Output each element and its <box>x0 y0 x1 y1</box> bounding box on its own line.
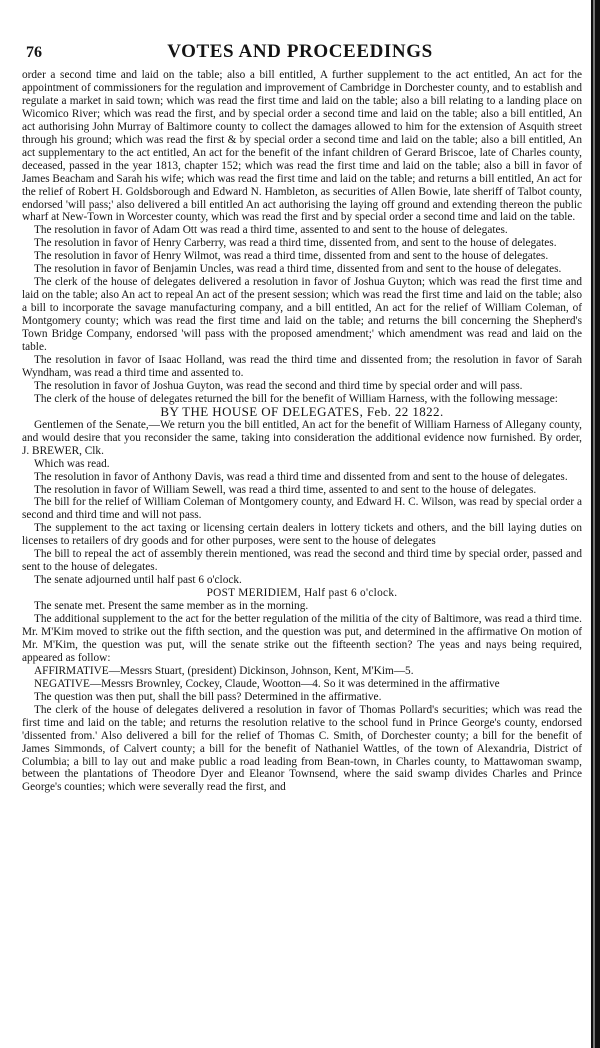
session-heading: POST MERIDIEM, Half past 6 o'clock. <box>206 587 398 600</box>
paragraph: The supplement to the act taxing or licensing certain dealers in lottery tickets and others, and the bill laying duties on licenses to retailers of dry goods and for other purposes, were sent to the house of delegates <box>22 522 582 548</box>
paragraph: The resolution in favor of Joshua Guyton, was read the second and third time by special order and will pass. <box>34 379 523 392</box>
vote-negative: NEGATIVE—Messrs Brownley, Cockey, Claude, Wootton—4. So it was determined in the affirmative <box>34 677 500 690</box>
paragraph: The senate met. Present the same member as in the morning. <box>34 600 309 613</box>
paragraph: The resolution in favor of William Sewell, was read a third time, assented to and sent to the house of delegates. <box>34 483 537 496</box>
paragraph: The senate adjourned until half past 6 o'clock. <box>34 574 242 587</box>
paragraph: The additional supplement to the act for the better regulation of the militia of the city of Baltimore, was read a third time. Mr. M'Kim moved to strike out the fifth section, and the question was put, and determined in the affirmative On motion of Mr. M'Kim, the question was put, will the senate strike out the fifteenth section? The yeas and nays being required, appeared as follow: <box>22 613 582 664</box>
vote-affirmative: AFFIRMATIVE—Messrs Stuart, (president) Dickinson, Johnson, Kent, M'Kim—5. <box>34 664 414 677</box>
page-body <box>22 69 582 794</box>
paragraph: The clerk of the house of delegates returned the bill for the benefit of William Harness, with the following message: <box>34 392 558 405</box>
paragraph: The resolution in favor of Isaac Holland, was read the third time and dissented from; the resolution in favor of Sarah Wyndham, was read a third time and assented to. <box>22 353 582 379</box>
paragraph: The clerk of the house of delegates delivered a resolution in favor of Thomas Pollard's securities; which was read the first time and laid on the table; and returns the resolution relative to the school fund in Prince George's county, endorsed 'dissented from.' Also delivered a bill for the relief of Thomas C. Smith, of Dorchester county; a bill for the benefit of James Simmonds, of Calvert county; a bill for the benefit of Nathaniel Wattles, of the town of Alexandria, District of Columbia; a bill to lay out and make public a road leading from Bean-town, in Charles county, to Mattawoman swamp, between the plantations of Theodore Dyer and Eleanor Townsend, where the said swamp divides Charles and Prince George's counties; which were severally read the first, and <box>22 703 582 794</box>
paragraph: The resolution in favor of Anthony Davis, was read a third time and dissented from and sent to the house of delegates. <box>34 470 568 483</box>
paragraph: The resolution in favor of Benjamin Uncles, was read a third time, dissented from and sent to the house of delegates. <box>34 263 562 276</box>
paragraph: The resolution in favor of Adam Ott was read a third time, assented to and sent to the house of delegates. <box>34 224 508 237</box>
paragraph: The question was then put, shall the bill pass? Determined in the affirmative. <box>34 690 382 703</box>
message-body: Gentlemen of the Senate,—We return you the bill entitled, An act for the benefit of William Harness of Allegany county, and would desire that you reconsider the same, taking into consideration the additional evidence now furnished. By order, J. BREWER, Clk. <box>22 418 582 457</box>
page-number: 76 <box>26 44 42 61</box>
paragraph: The clerk of the house of delegates delivered a resolution in favor of Joshua Guyton; which was read the first time and laid on the table; also An act to repeal An act of the present session; which was read the first time and laid on the table; also a bill to incorporate the savage manufacturing company, and a bill entitled, An act for the relief of William Coleman, of Montgomery county; which was read the first time and laid on the table; and returns the bill concerning the Shepherd's Town Bridge Company, endorsed 'will pass with the proposed amendment;' which amendment was read and laid on the table. <box>22 276 582 354</box>
page-edge-shadow <box>591 0 600 1048</box>
paragraph: The resolution in favor of Henry Carberry, was read a third time, dissented from, and sent to the house of delegates. <box>34 237 557 250</box>
paragraph: The bill to repeal the act of assembly therein mentioned, was read the second and third time by special order, passed and sent to the house of delegates. <box>22 548 582 574</box>
paragraph: Which was read. <box>34 457 110 470</box>
paragraph: The resolution in favor of Henry Wilmot, was read a third time, dissented from and sent to the house of delegates. <box>34 250 549 263</box>
paragraph-continued: order a second time and laid on the table; also a bill entitled, A further supplement to the act entitled, An act for the appointment of commissioners for the regulation and improvement of Cambridge in Dorchester county, and to establish and regulate a market in said town; which was read the first time and laid on the table; also a bill relating to a landing place on Wicomico River; which was read the first, and by special order a second time and laid on the table; also a bill entitled, An act authorising John Murray of Baltimore county to collect the damages allowed to him for the extension of Asquith street through his ground; which was read the first & by special order a second time and laid on the table; also a bill entitled, An act supplementary to the act entitled, An act for the benefit of the infant children of Gerard Briscoe, late of Charles county, deceased, passed in the year 1813, chapter 152; which was read the first time and laid on the table; also a bill in favor of James Beacham and Sarah his wife; which was read the first time and laid on the table; and returns a bill entitled, An act for the relief of Robert H. Goldsborough and Edward N. Hambleton, as securities of Allen Bowie, late sheriff of Talbot county, endorsed 'will pass;' also delivered a bill entitled An act authorising the laying off ground and extending thereon the public wharf at New-Town in Worcester county, which was read the first and by special order a second time and laid on the table. <box>22 69 582 224</box>
paragraph: The bill for the relief of William Coleman of Montgomery county, and Edward H. C. Wilson, was read by special order a second and third time and will not pass. <box>22 496 582 522</box>
message-heading: BY THE HOUSE OF DELEGATES, Feb. 22 1822. <box>160 403 444 419</box>
running-head: VOTES AND PROCEEDINGS <box>167 41 433 62</box>
